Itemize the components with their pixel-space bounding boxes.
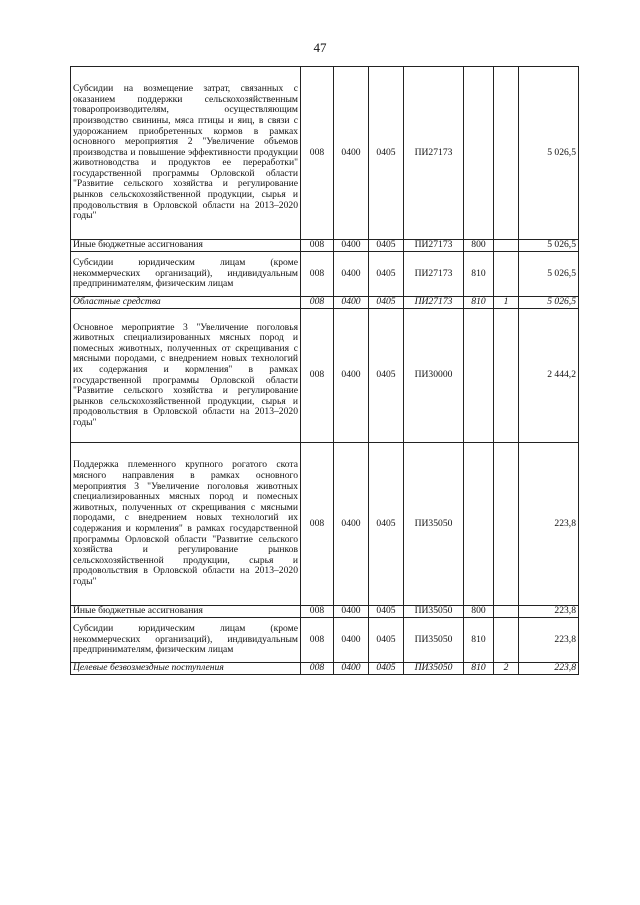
- cell-target-article: ПИ35050: [404, 606, 464, 618]
- cell-expense-type: 810: [464, 618, 494, 663]
- row-description: Субсидии юридическим лицам (кроме некоммерческих организаций), индивидуальным предпринимателям, физическим лицам: [71, 252, 301, 297]
- table-row: [71, 663, 579, 675]
- table-row: [71, 443, 579, 606]
- cell-expense-type: 810: [464, 663, 494, 675]
- cell-subsection: 0405: [369, 663, 404, 675]
- cell-amount: 223,8: [519, 663, 579, 675]
- cell-target-article: ПИ35050: [404, 618, 464, 663]
- cell-funding-source: [494, 309, 519, 443]
- cell-target-article: ПИ27173: [404, 297, 464, 309]
- cell-section: 0400: [334, 297, 369, 309]
- cell-funding-source: 1: [494, 297, 519, 309]
- cell-target-article: ПИ30000: [404, 309, 464, 443]
- cell-grbs: 008: [301, 297, 334, 309]
- cell-subsection: 0405: [369, 252, 404, 297]
- table-row: [71, 297, 579, 309]
- table-row: [71, 252, 579, 297]
- cell-target-article: ПИ27173: [404, 252, 464, 297]
- cell-subsection: 0405: [369, 606, 404, 618]
- cell-subsection: 0405: [369, 67, 404, 240]
- cell-amount: 5 026,5: [519, 67, 579, 240]
- cell-subsection: 0405: [369, 618, 404, 663]
- cell-amount: 5 026,5: [519, 297, 579, 309]
- cell-target-article: ПИ35050: [404, 663, 464, 675]
- cell-funding-source: [494, 606, 519, 618]
- cell-section: 0400: [334, 240, 369, 252]
- cell-target-article: ПИ27173: [404, 67, 464, 240]
- cell-amount: 2 444,2: [519, 309, 579, 443]
- cell-grbs: 008: [301, 252, 334, 297]
- cell-funding-source: [494, 252, 519, 297]
- cell-target-article: ПИ27173: [404, 240, 464, 252]
- cell-subsection: 0405: [369, 297, 404, 309]
- cell-expense-type: 800: [464, 606, 494, 618]
- table-row: [71, 618, 579, 663]
- row-description: Областные средства: [71, 297, 301, 309]
- row-description: Целевые безвозмездные поступления: [71, 663, 301, 675]
- cell-section: 0400: [334, 309, 369, 443]
- cell-expense-type: 800: [464, 240, 494, 252]
- table-row: [71, 240, 579, 252]
- row-description: Основное мероприятие 3 "Увеличение поголовья животных специализированных мясных пород и помесных животных, полученных от скрещивания с мясными породами, с внедрением новых технологий их содержания и кормления" в рамках государственной программы Орловской области "Развитие сельского хозяйства и регулирование рынков сельскохозяйственной продукции, сырья и продовольствия в Орловской области на 2013–2020 годы": [71, 309, 301, 443]
- row-description: Иные бюджетные ассигнования: [71, 240, 301, 252]
- cell-amount: 223,8: [519, 618, 579, 663]
- cell-grbs: 008: [301, 67, 334, 240]
- cell-expense-type: [464, 309, 494, 443]
- row-description: Субсидии юридическим лицам (кроме некоммерческих организаций), индивидуальным предпринимателям, физическим лицам: [71, 618, 301, 663]
- cell-section: 0400: [334, 252, 369, 297]
- row-description: Поддержка племенного крупного рогатого скота мясного направления в рамках основного мероприятия 3 "Увеличение поголовья животных специализированных мясных пород и помесных животных, полученных от скрещивания с мясными породами, с внедрением новых технологий их содержания и кормления" в рамках государственной программы Орловской области "Развитие сельского хозяйства и регулирование рынков сельскохозяйственной продукции, сырья и продовольствия в Орловской области на 2013–2020 годы": [71, 443, 301, 606]
- cell-grbs: 008: [301, 618, 334, 663]
- row-description: Иные бюджетные ассигнования: [71, 606, 301, 618]
- budget-table: [70, 66, 579, 675]
- row-description: Субсидии на возмещение затрат, связанных с оказанием поддержки сельскохозяйственным товаропроизводителям, осуществляющим производство свинины, мяса птицы и яиц, в связи с удорожанием приобретенных кормов в рамках основного мероприятия 2 "Увеличение объемов производства и повышение эффективности продукции животноводства и продуктов ее переработки" государственной программы Орловской области "Развитие сельского хозяйства и регулирование рынков сельскохозяйственной продукции, сырья и продовольствия в Орловской области на 2013–2020 годы": [71, 67, 301, 240]
- table-row: [71, 309, 579, 443]
- cell-section: 0400: [334, 443, 369, 606]
- cell-expense-type: 810: [464, 297, 494, 309]
- cell-section: 0400: [334, 618, 369, 663]
- table-row: [71, 67, 579, 240]
- cell-expense-type: [464, 67, 494, 240]
- cell-expense-type: 810: [464, 252, 494, 297]
- cell-funding-source: [494, 618, 519, 663]
- cell-funding-source: 2: [494, 663, 519, 675]
- cell-target-article: ПИ35050: [404, 443, 464, 606]
- cell-funding-source: [494, 443, 519, 606]
- table-row: [71, 606, 579, 618]
- cell-section: 0400: [334, 663, 369, 675]
- cell-grbs: 008: [301, 606, 334, 618]
- cell-subsection: 0405: [369, 240, 404, 252]
- cell-amount: 223,8: [519, 606, 579, 618]
- cell-section: 0400: [334, 67, 369, 240]
- cell-amount: 5 026,5: [519, 252, 579, 297]
- cell-grbs: 008: [301, 240, 334, 252]
- cell-section: 0400: [334, 606, 369, 618]
- cell-grbs: 008: [301, 663, 334, 675]
- cell-funding-source: [494, 240, 519, 252]
- cell-expense-type: [464, 443, 494, 606]
- cell-grbs: 008: [301, 309, 334, 443]
- cell-amount: 223,8: [519, 443, 579, 606]
- cell-grbs: 008: [301, 443, 334, 606]
- cell-funding-source: [494, 67, 519, 240]
- cell-subsection: 0405: [369, 309, 404, 443]
- page-number: 47: [313, 40, 327, 55]
- cell-subsection: 0405: [369, 443, 404, 606]
- cell-amount: 5 026,5: [519, 240, 579, 252]
